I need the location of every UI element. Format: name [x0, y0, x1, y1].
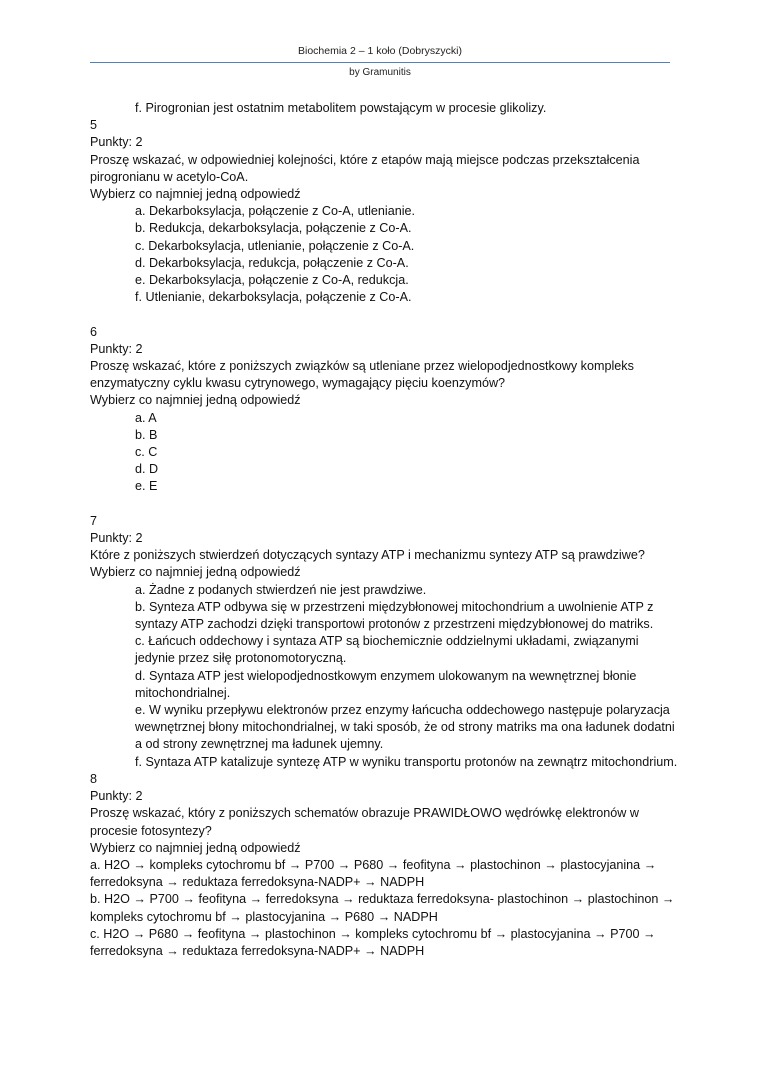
answer-option[interactable]: a. A [135, 410, 157, 425]
answer-option[interactable]: a. Dekarboksylacja, połączenie z Co-A, utlenianie. [135, 204, 416, 219]
answer-option[interactable]: c. H2O → P680 → feofityna → plastochinon → kompleks cytochromu bf → plastocyjanina → P700 → ferredoksyna → reduktaza ferredoksyna-NADP+ → NADPH [90, 926, 656, 958]
question-text: Które z poniższych stwierdzeń dotyczących syntazy ATP i mechanizmu syntezy ATP są prawdziwe? [90, 548, 645, 563]
page-header [90, 44, 670, 80]
answer-option[interactable]: a. H2O → kompleks cytochromu bf → P700 → P680 → feofityna → plastochinon → plastocyjanina → ferredoksyna → reduktaza ferredoksyna-NADP+ → NADPH [90, 857, 657, 890]
answer-option[interactable]: a. Żadne z podanych stwierdzeń nie jest prawdziwe. [135, 582, 427, 597]
document-body [90, 100, 680, 960]
answer-option[interactable]: d. D [135, 462, 159, 477]
question-instruction: Wybierz co najmniej jedną odpowiedź [90, 840, 301, 855]
question-number: 8 [90, 771, 98, 786]
question-instruction: Wybierz co najmniej jedną odpowiedź [90, 565, 301, 580]
question-number: 5 [90, 118, 98, 133]
spacer [90, 306, 680, 323]
question-number: 6 [90, 324, 98, 339]
question-6 [90, 324, 680, 496]
answer-option[interactable]: b. Synteza ATP odbywa się w przestrzeni międzybłonowej mitochondrium a uwolnienie ATP z syntazy ATP zachodzi dzięki transportowi protonów z przestrzeni międzybłonowej do matriks. [135, 599, 654, 632]
answer-option[interactable]: c. Łańcuch oddechowy i syntaza ATP są biochemicznie oddzielnymi układami, związanymi jedynie przez siłę protonomotoryczną. [135, 634, 639, 666]
question-text: Proszę wskazać, w odpowiedniej kolejności, które z etapów mają miejsce podczas przekształcenia pirogronianu w acetylo-CoA. [90, 152, 640, 184]
answer-option[interactable]: f. Utlenianie, dekarboksylacja, połączenie z Co-A. [135, 290, 412, 305]
answer-option[interactable]: d. Syntaza ATP jest wielopodjednostkowym enzymem ulokowanym na wewnętrznej błonie mitochondrialnej. [135, 668, 637, 700]
spacer [90, 496, 680, 513]
answer-option[interactable]: c. Dekarboksylacja, utlenianie, połączenie z Co-A. [135, 238, 415, 253]
answer-option[interactable]: e. W wyniku przepływu elektronów przez enzymy łańcucha oddechowego następuje polaryzacja wewnętrznej błony mitochondrialnej, w taki sposób, że od strony matriks ma ona ładunek dodatni a od strony zewnętrznej ma ładunek ujemny. [135, 703, 675, 752]
answer-option[interactable]: b. H2O → P700 → feofityna → ferredoksyna → reduktaza ferredoksyna- plastochinon → plastochinon → kompleks cytochromu bf → plastocyjanina → P680 → NADPH [90, 892, 675, 924]
question-7 [90, 513, 680, 771]
leading-option: f. Pirogronian jest ostatnim metabolitem powstającym w procesie glikolizy. [135, 101, 547, 115]
question-points: Punkty: 2 [90, 531, 143, 546]
answer-option[interactable]: e. Dekarboksylacja, połączenie z Co-A, redukcja. [135, 273, 409, 288]
question-text: Proszę wskazać, który z poniższych schematów obrazuje PRAWIDŁOWO wędrówkę elektronów w procesie fotosyntezy? [90, 806, 639, 838]
answer-option[interactable]: b. Redukcja, dekarboksylacja, połączenie z Co-A. [135, 221, 412, 236]
question-5 [90, 117, 680, 306]
question-points: Punkty: 2 [90, 789, 143, 804]
question-text: Proszę wskazać, które z poniższych związków są utleniane przez wielopodjednostkowy kompleks enzymatyczny cyklu kwasu cytrynowego, wymagający pięciu koenzymów? [90, 359, 634, 391]
header-author: by Gramunitis [349, 67, 411, 78]
answer-option[interactable]: f. Syntaza ATP katalizuje syntezę ATP w wyniku transportu protonów na zewnątrz mitochondrium. [135, 754, 678, 769]
question-points: Punkty: 2 [90, 135, 143, 150]
question-points: Punkty: 2 [90, 341, 143, 356]
answer-option[interactable]: d. Dekarboksylacja, redukcja, połączenie z Co-A. [135, 255, 409, 270]
header-title: Biochemia 2 – 1 koło (Dobryszycki) [298, 45, 462, 57]
header-divider [90, 62, 670, 63]
question-number: 7 [90, 513, 98, 528]
answer-option[interactable]: e. E [135, 479, 158, 494]
answer-option[interactable]: b. B [135, 427, 158, 442]
question-8 [90, 771, 680, 960]
question-instruction: Wybierz co najmniej jedną odpowiedź [90, 187, 301, 202]
question-instruction: Wybierz co najmniej jedną odpowiedź [90, 393, 301, 408]
answer-option[interactable]: c. C [135, 445, 158, 460]
